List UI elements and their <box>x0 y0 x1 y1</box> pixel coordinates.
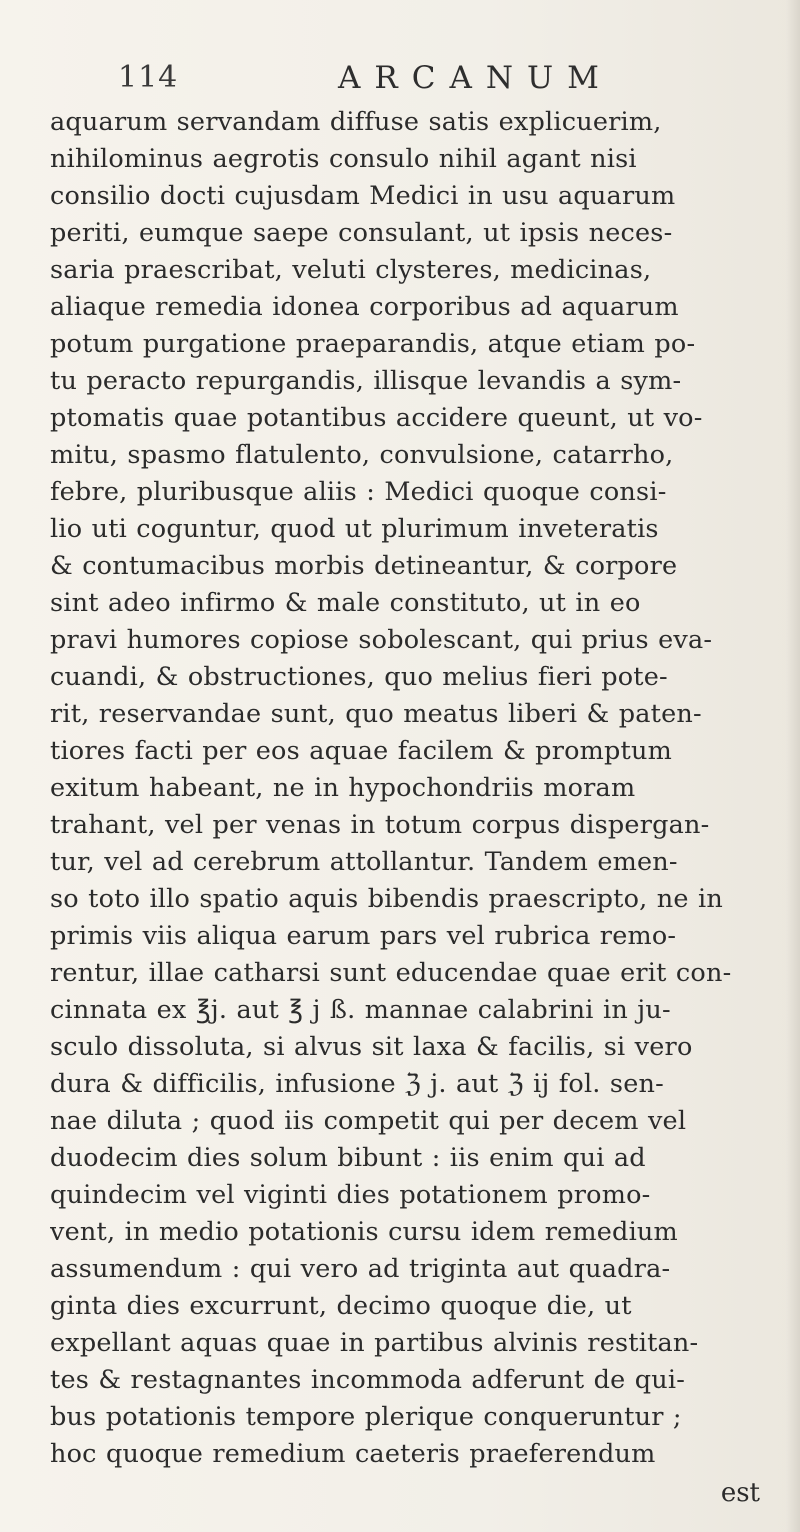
text-line: vent, in medio potationis cursu idem remedium <box>50 1217 678 1247</box>
text-line: consilio docti cujusdam Medici in usu aquarum <box>50 181 676 211</box>
text-line: aliaque remedia idonea corporibus ad aquarum <box>50 292 679 322</box>
text-line: pravi humores copiose sobolescant, qui prius eva- <box>50 625 713 655</box>
text-line: trahant, vel per venas in totum corpus dispergan- <box>50 810 710 840</box>
text-line: nihilominus aegrotis consulo nihil agant nisi <box>50 144 637 174</box>
text-line: febre, pluribusque aliis : Medici quoque consi- <box>50 477 667 507</box>
text-line: tu peracto repurgandis, illisque levandis a sym- <box>50 366 682 396</box>
text-line: expellant aquas quae in partibus alvinis restitan- <box>50 1328 699 1358</box>
text-line: ginta dies excurrunt, decimo quoque die, ut <box>50 1291 632 1321</box>
text-line: periti, eumque saepe consulant, ut ipsis neces- <box>50 218 673 248</box>
page-edge-shadow <box>786 0 800 1532</box>
text-line: nae diluta ; quod iis competit qui per decem vel <box>50 1106 687 1136</box>
text-line: sint adeo infirmo & male constituto, ut in eo <box>50 588 641 618</box>
text-line: primis viis aliqua earum pars vel rubrica remo- <box>50 921 677 951</box>
text-line: potum purgatione praeparandis, atque etiam po- <box>50 329 696 359</box>
text-line: cuandi, & obstructiones, quo melius fieri pote- <box>50 662 668 692</box>
text-line: duodecim dies solum bibunt : iis enim qui ad <box>50 1143 646 1173</box>
text-line: assumendum : qui vero ad triginta aut quadra- <box>50 1254 671 1284</box>
text-line: so toto illo spatio aquis bibendis praescripto, ne in <box>50 884 723 914</box>
text-line: rit, reservandae sunt, quo meatus liberi & paten- <box>50 699 702 729</box>
text-line: sculo dissoluta, si alvus sit laxa & facilis, si vero <box>50 1032 693 1062</box>
text-line: lio uti coguntur, quod ut plurimum inveteratis <box>50 514 659 544</box>
text-line: mitu, spasmo flatulento, convulsione, catarrho, <box>50 440 674 470</box>
text-line: aquarum servandam diffuse satis explicuerim, <box>50 107 662 137</box>
text-line: hoc quoque remedium caeteris praeferendum <box>50 1439 656 1469</box>
text-line: dura & difficilis, infusione ℨ j. aut ℨ ij fol. sen- <box>50 1069 664 1099</box>
text-line: rentur, illae catharsi sunt educendae quae erit con- <box>50 958 732 988</box>
body-text <box>50 104 786 1473</box>
text-line: saria praescribat, veluti clysteres, medicinas, <box>50 255 652 285</box>
text-line: ptomatis quae potantibus accidere queunt, ut vo- <box>50 403 703 433</box>
text-line: tiores facti per eos aquae facilem & promptum <box>50 736 672 766</box>
text-line: bus potationis tempore plerique conqueruntur ; <box>50 1402 682 1432</box>
running-head: ARCANUM <box>338 60 613 96</box>
page-header <box>118 60 718 100</box>
text-line: tes & restagnantes incommoda adferunt de qui- <box>50 1365 686 1395</box>
page-number: 114 <box>118 60 179 95</box>
text-line: cinnata ex ℥j. aut ℥ j ß. mannae calabrini in ju- <box>50 995 671 1025</box>
text-line: quindecim vel viginti dies potationem promo- <box>50 1180 651 1210</box>
text-line: exitum habeant, ne in hypochondriis moram <box>50 773 636 803</box>
catchword: est <box>720 1478 760 1508</box>
text-line: tur, vel ad cerebrum attollantur. Tandem emen- <box>50 847 678 877</box>
text-line: & contumacibus morbis detineantur, & corpore <box>50 551 678 581</box>
